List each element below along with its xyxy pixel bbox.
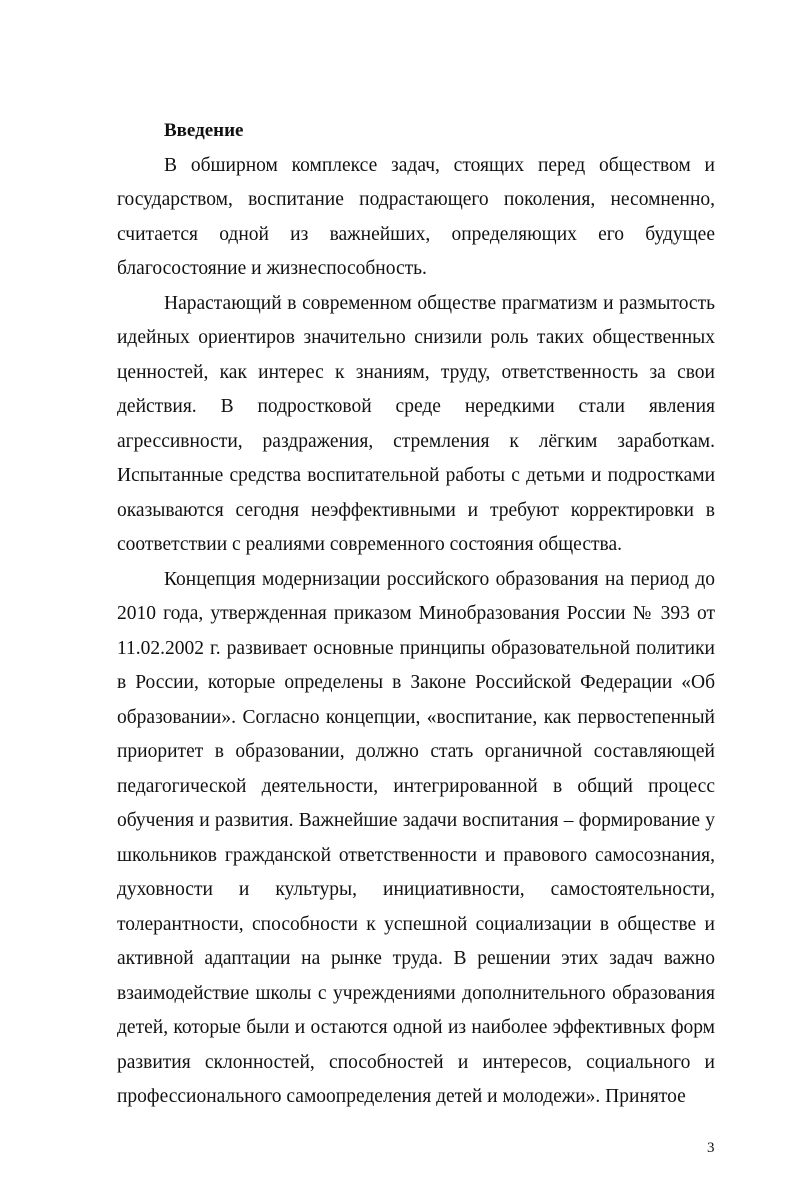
page-number: 3: [707, 1140, 715, 1156]
page-content: [117, 114, 715, 1115]
section-heading: Введение: [164, 120, 244, 141]
paragraph-2: Нарастающий в современном обществе прагматизм и размытость идейных ориентиров значительно снизили роль таких общественных ценностей, как интерес к знаниям, труду, ответственность за свои действия. В подростковой среде нередкими стали явления агрессивности, раздражения, стремления к лёгким заработкам. Испытанные средства воспитательной работы с детьми и подростками оказываются сегодня неэффективными и требуют корректировки в соответствии с реалиями современного состояния общества.: [117, 292, 715, 555]
paragraph-3: Концепция модернизации российского образования на период до 2010 года, утвержденная приказом Минобразования России № 393 от 11.02.2002 г. развивает основные принципы образовательной политики в России, которые определены в Законе Российской Федерации «Об образовании». Согласно концепции, «воспитание, как первостепенный приоритет в образовании, должно стать органичной составляющей педагогической деятельности, интегрированной в общий процесс обучения и развития. Важнейшие задачи воспитания – формирование у школьников гражданской ответственности и правового самосознания, духовности и культуры, инициативности, самостоятельности, толерантности, способности к успешной социализации в обществе и активной адаптации на рынке труда. В решении этих задач важно взаимодействие школы с учреждениями дополнительного образования детей, которые были и остаются одной из наиболее эффективных форм развития склонностей, способностей и интересов, социального и профессионального самоопределения детей и молодежи». Принятое: [117, 568, 715, 1107]
paragraph-1: В обширном комплексе задач, стоящих перед обществом и государством, воспитание подрастающего поколения, несомненно, считается одной из важнейших, определяющих его будущее благосостояние и жизнеспособность.: [117, 154, 715, 279]
